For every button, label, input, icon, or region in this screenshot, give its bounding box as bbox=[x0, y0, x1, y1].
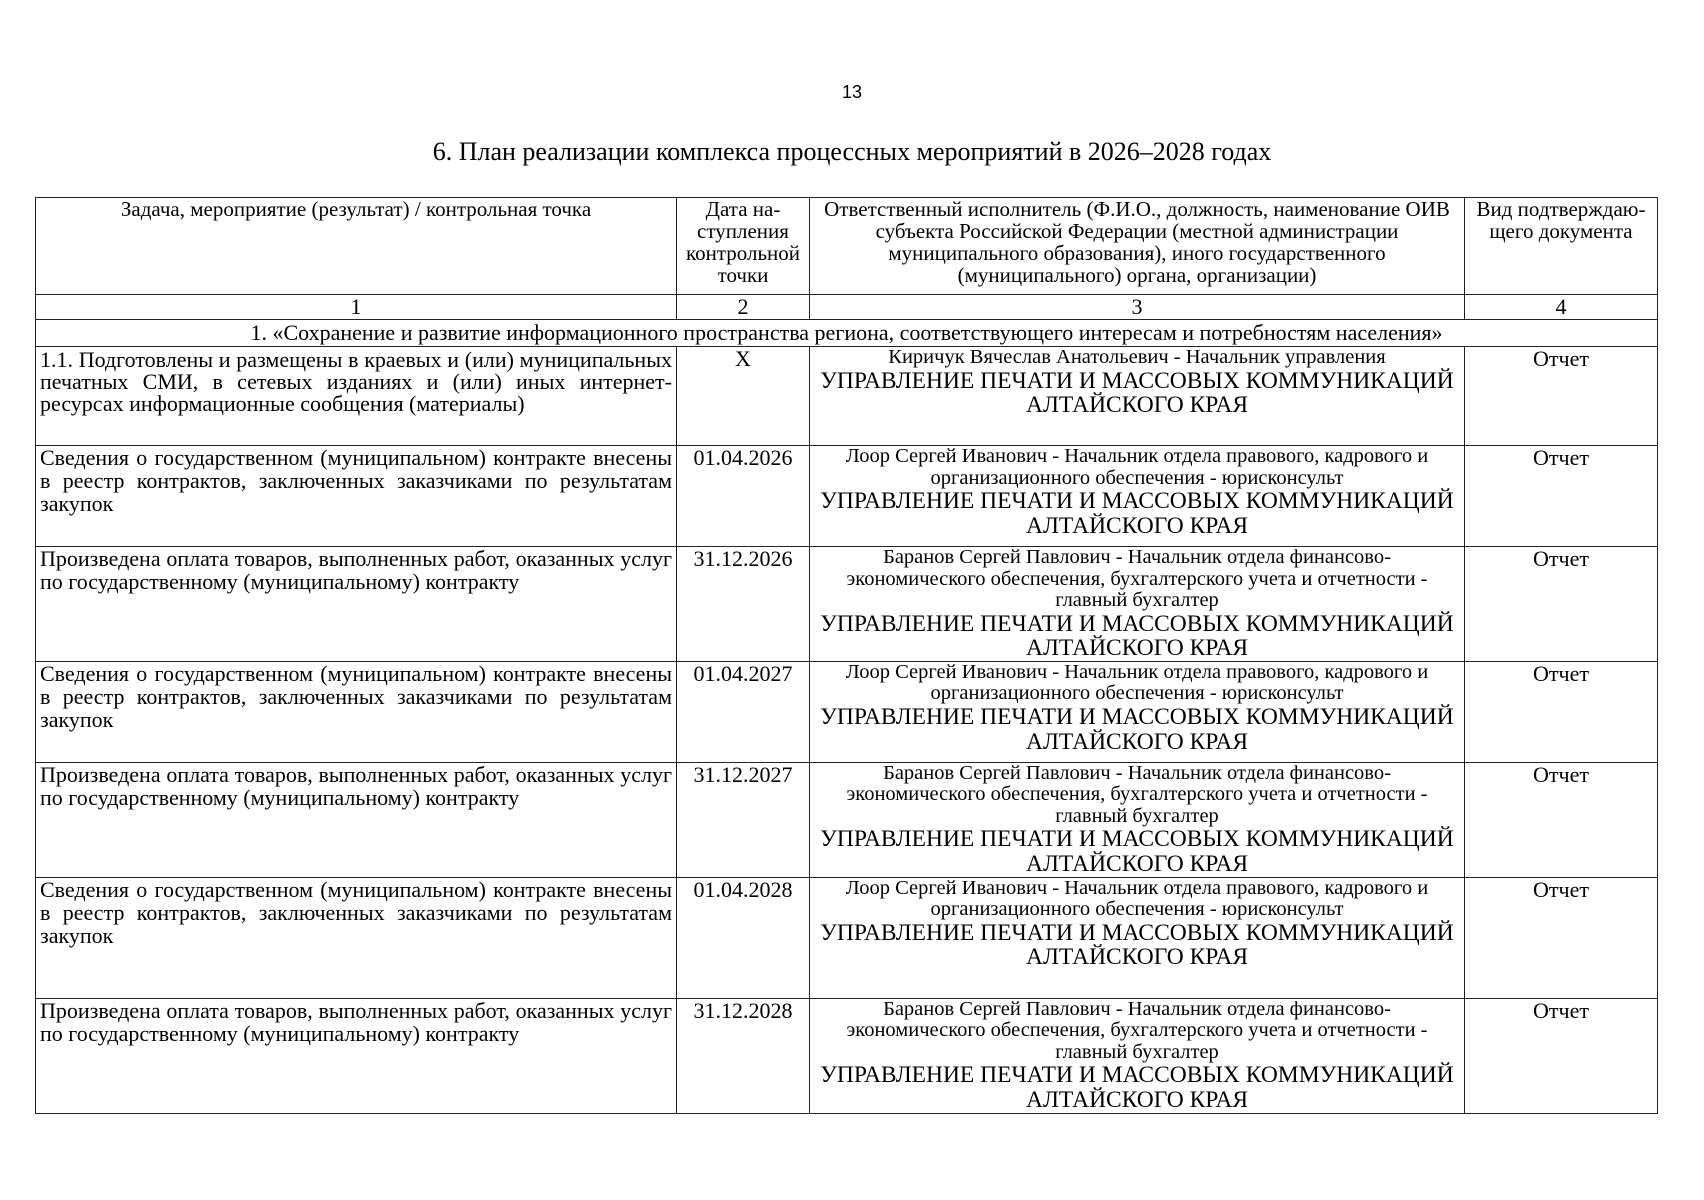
responsible-org: УПРАВЛЕНИЕ ПЕЧАТИ И МАССОВЫХ КОММУНИКАЦИЙ АЛТАЙСКОГО КРАЯ bbox=[820, 610, 1454, 662]
task-cell: Сведения о государственном (муниципальном) контракте внесены в реестр контрактов, заключенных заказчиками по результатам закупок bbox=[36, 877, 677, 998]
document-type-cell: Отчет bbox=[1465, 762, 1658, 877]
responsible-person: Баранов Сергей Павлович - Начальник отдела финансово-экономического обеспечения, бухгалтерского учета и отчетности - главный бухгалтер bbox=[846, 997, 1428, 1063]
responsible-org: УПРАВЛЕНИЕ ПЕЧАТИ И МАССОВЫХ КОММУНИКАЦИЙ АЛТАЙСКОГО КРАЯ bbox=[820, 1062, 1454, 1113]
page-title: 6. План реализации комплекса процессных мероприятий в 2026–2028 годах bbox=[432, 137, 1272, 166]
plan-table bbox=[35, 197, 1658, 1114]
table-row bbox=[36, 661, 1658, 762]
header-document-type: Вид подтверждающего документа bbox=[1465, 198, 1658, 295]
section-row bbox=[36, 320, 1658, 347]
responsible-person: Лоор Сергей Иванович - Начальник отдела правового, кадрового и организационного обеспечения - юрисконсульт bbox=[845, 660, 1429, 705]
column-number: 4 bbox=[1465, 295, 1658, 320]
table-row bbox=[36, 347, 1658, 446]
responsible-org: УПРАВЛЕНИЕ ПЕЧАТИ И МАССОВЫХ КОММУНИКАЦИЙ АЛТАЙСКОГО КРАЯ bbox=[820, 919, 1454, 971]
table-row bbox=[36, 547, 1658, 662]
task-cell: Сведения о государственном (муниципальном) контракте внесены в реестр контрактов, заключенных заказчиками по результатам закупок bbox=[36, 446, 677, 547]
document-type-cell: Отчет bbox=[1465, 998, 1658, 1113]
date-cell: 01.04.2026 bbox=[677, 446, 810, 547]
date-cell: X bbox=[677, 347, 810, 446]
responsible-person: Киричук Вячеслав Анатольевич - Начальник управления bbox=[888, 346, 1386, 368]
responsible-cell bbox=[810, 998, 1465, 1113]
responsible-cell bbox=[810, 762, 1465, 877]
responsible-org: УПРАВЛЕНИЕ ПЕЧАТИ И МАССОВЫХ КОММУНИКАЦИЙ АЛТАЙСКОГО КРАЯ bbox=[820, 488, 1454, 539]
task-cell: Произведена оплата товаров, выполненных работ, оказанных услуг по государственному (муниципальному) контракту bbox=[36, 762, 677, 877]
document-type-cell: Отчет bbox=[1465, 347, 1658, 446]
responsible-cell bbox=[810, 661, 1465, 762]
task-cell: Произведена оплата товаров, выполненных работ, оказанных услуг по государственному (муниципальному) контракту bbox=[36, 547, 677, 662]
date-cell: 31.12.2027 bbox=[677, 762, 810, 877]
task-cell: Сведения о государственном (муниципальном) контракте внесены в реестр контрактов, заключенных заказчиками по результатам закупок bbox=[36, 661, 677, 762]
date-cell: 01.04.2028 bbox=[677, 877, 810, 998]
responsible-person: Лоор Сергей Иванович - Начальник отдела правового, кадрового и организационного обеспечения - юрисконсульт bbox=[845, 445, 1429, 489]
table-row bbox=[36, 877, 1658, 998]
responsible-cell bbox=[810, 446, 1465, 547]
document-type-cell: Отчет bbox=[1465, 661, 1658, 762]
responsible-person: Баранов Сергей Павлович - Начальник отдела финансово-экономического обеспечения, бухгалтерского учета и отчетности - главный бухгалтер bbox=[846, 761, 1428, 827]
responsible-person: Лоор Сергей Иванович - Начальник отдела правового, кадрового и организационного обеспечения - юрисконсульт bbox=[845, 876, 1429, 921]
responsible-cell bbox=[810, 347, 1465, 446]
table-row bbox=[36, 446, 1658, 547]
document-type-cell: Отчет bbox=[1465, 547, 1658, 662]
page-number: 13 bbox=[841, 82, 863, 102]
column-number: 2 bbox=[677, 295, 810, 320]
document-type-cell: Отчет bbox=[1465, 446, 1658, 547]
responsible-org: УПРАВЛЕНИЕ ПЕЧАТИ И МАССОВЫХ КОММУНИКАЦИЙ АЛТАЙСКОГО КРАЯ bbox=[820, 703, 1454, 755]
responsible-org: УПРАВЛЕНИЕ ПЕЧАТИ И МАССОВЫХ КОММУНИКАЦИЙ АЛТАЙСКОГО КРАЯ bbox=[820, 826, 1454, 878]
task-cell: 1.1. Подготовлены и размещены в краевых и (или) муниципальных печатных СМИ, в сетевых изданиях и (или) иных интернет-ресурсах информационные сообщения (материалы) bbox=[36, 347, 677, 446]
date-cell: 31.12.2028 bbox=[677, 998, 810, 1113]
header-task: Задача, мероприятие (результат) / контрольная точка bbox=[36, 198, 677, 295]
column-number: 1 bbox=[36, 295, 677, 320]
table-row bbox=[36, 998, 1658, 1113]
responsible-cell bbox=[810, 877, 1465, 998]
responsible-org: УПРАВЛЕНИЕ ПЕЧАТИ И МАССОВЫХ КОММУНИКАЦИЙ АЛТАЙСКОГО КРАЯ bbox=[820, 367, 1454, 419]
responsible-person: Баранов Сергей Павлович - Начальник отдела финансово-экономического обеспечения, бухгалтерского учета и отчетности - главный бухгалтер bbox=[846, 546, 1428, 612]
responsible-cell bbox=[810, 547, 1465, 662]
date-cell: 31.12.2026 bbox=[677, 547, 810, 662]
table-row bbox=[36, 762, 1658, 877]
date-cell: 01.04.2027 bbox=[677, 661, 810, 762]
task-cell: Произведена оплата товаров, выполненных работ, оказанных услуг по государственному (муниципальному) контракту bbox=[36, 998, 677, 1113]
document-type-cell: Отчет bbox=[1465, 877, 1658, 998]
column-number: 3 bbox=[810, 295, 1465, 320]
section-title: 1. «Сохранение и развитие информационного пространства региона, соответствующего интересам и потребностям населения» bbox=[36, 320, 1658, 347]
header-date: Дата наступления контрольной точки bbox=[677, 198, 810, 295]
column-number-row bbox=[36, 295, 1658, 320]
table-header-row bbox=[36, 198, 1658, 295]
header-responsible: Ответственный исполнитель (Ф.И.О., должность, наименование ОИВ субъекта Российской Федерации (местной администрации муниципального образования), иного государственного (муниципального) органа, организации) bbox=[810, 198, 1465, 295]
